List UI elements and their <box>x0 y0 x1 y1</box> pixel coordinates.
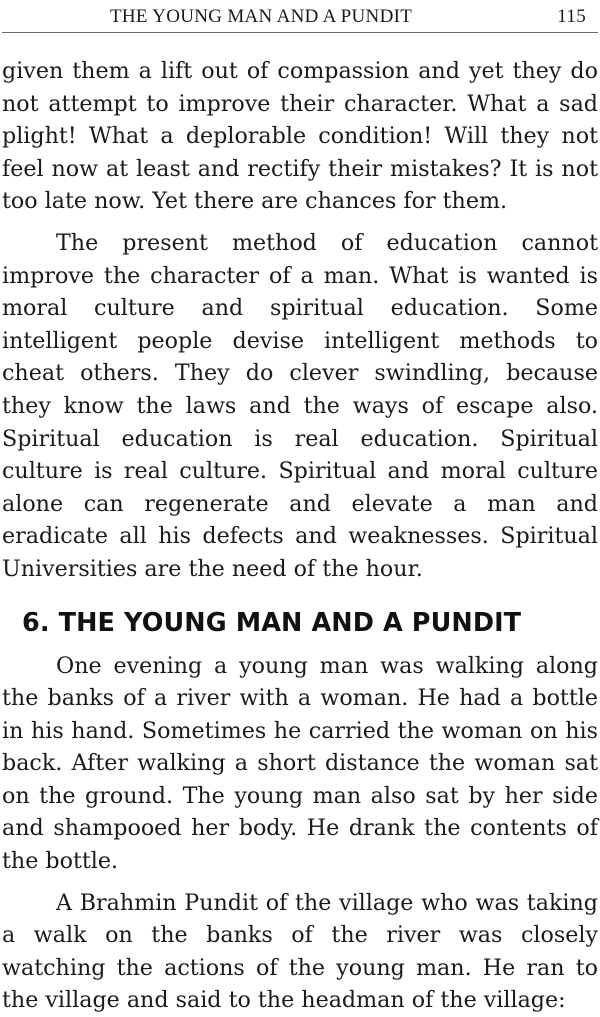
body-text <box>2 55 598 1017</box>
section-heading: 6. THE YOUNG MAN AND A PUNDIT <box>22 607 522 638</box>
paragraph-education: The present method of education cannot improve the character of a man. What is wanted is moral culture and spiritual education. Some intelligent people devise intelligent methods to cheat others. They do clever swindling, because they know the laws and the ways of escape also. Spiritual education is real education. Spiritual culture is real culture. Spiritual and moral culture alone can regenerate and elevate a man and eradicate all his defects and weaknesses. Spiritual Universities are the need of the hour. <box>2 229 598 582</box>
paragraph-story-opening: One evening a young man was walking along the banks of a river with a woman. He had a bottle in his hand. Sometimes he carried the woman on his back. After walking a short distance the woman sat on the ground. The young man also sat by her side and shampooed her body. He drank the contents of the bottle. <box>2 652 598 875</box>
running-header <box>2 0 598 32</box>
header-rule <box>2 32 598 33</box>
running-title: THE YOUNG MAN AND A PUNDIT <box>110 6 413 27</box>
paragraph-continued: given them a lift out of compassion and yet they do not attempt to improve their character. What a sad plight! What a deplorable condition! Will they not feel now at least and rectify their mistakes? It is not too late now. Yet there are chances for them. <box>2 58 598 215</box>
paragraph-pundit: A Brahmin Pundit of the village who was taking a walk on the banks of the river was closely watching the actions of the young man. He ran to the village and said to the headman of the village: <box>2 889 598 1014</box>
page-number: 115 <box>557 6 586 27</box>
